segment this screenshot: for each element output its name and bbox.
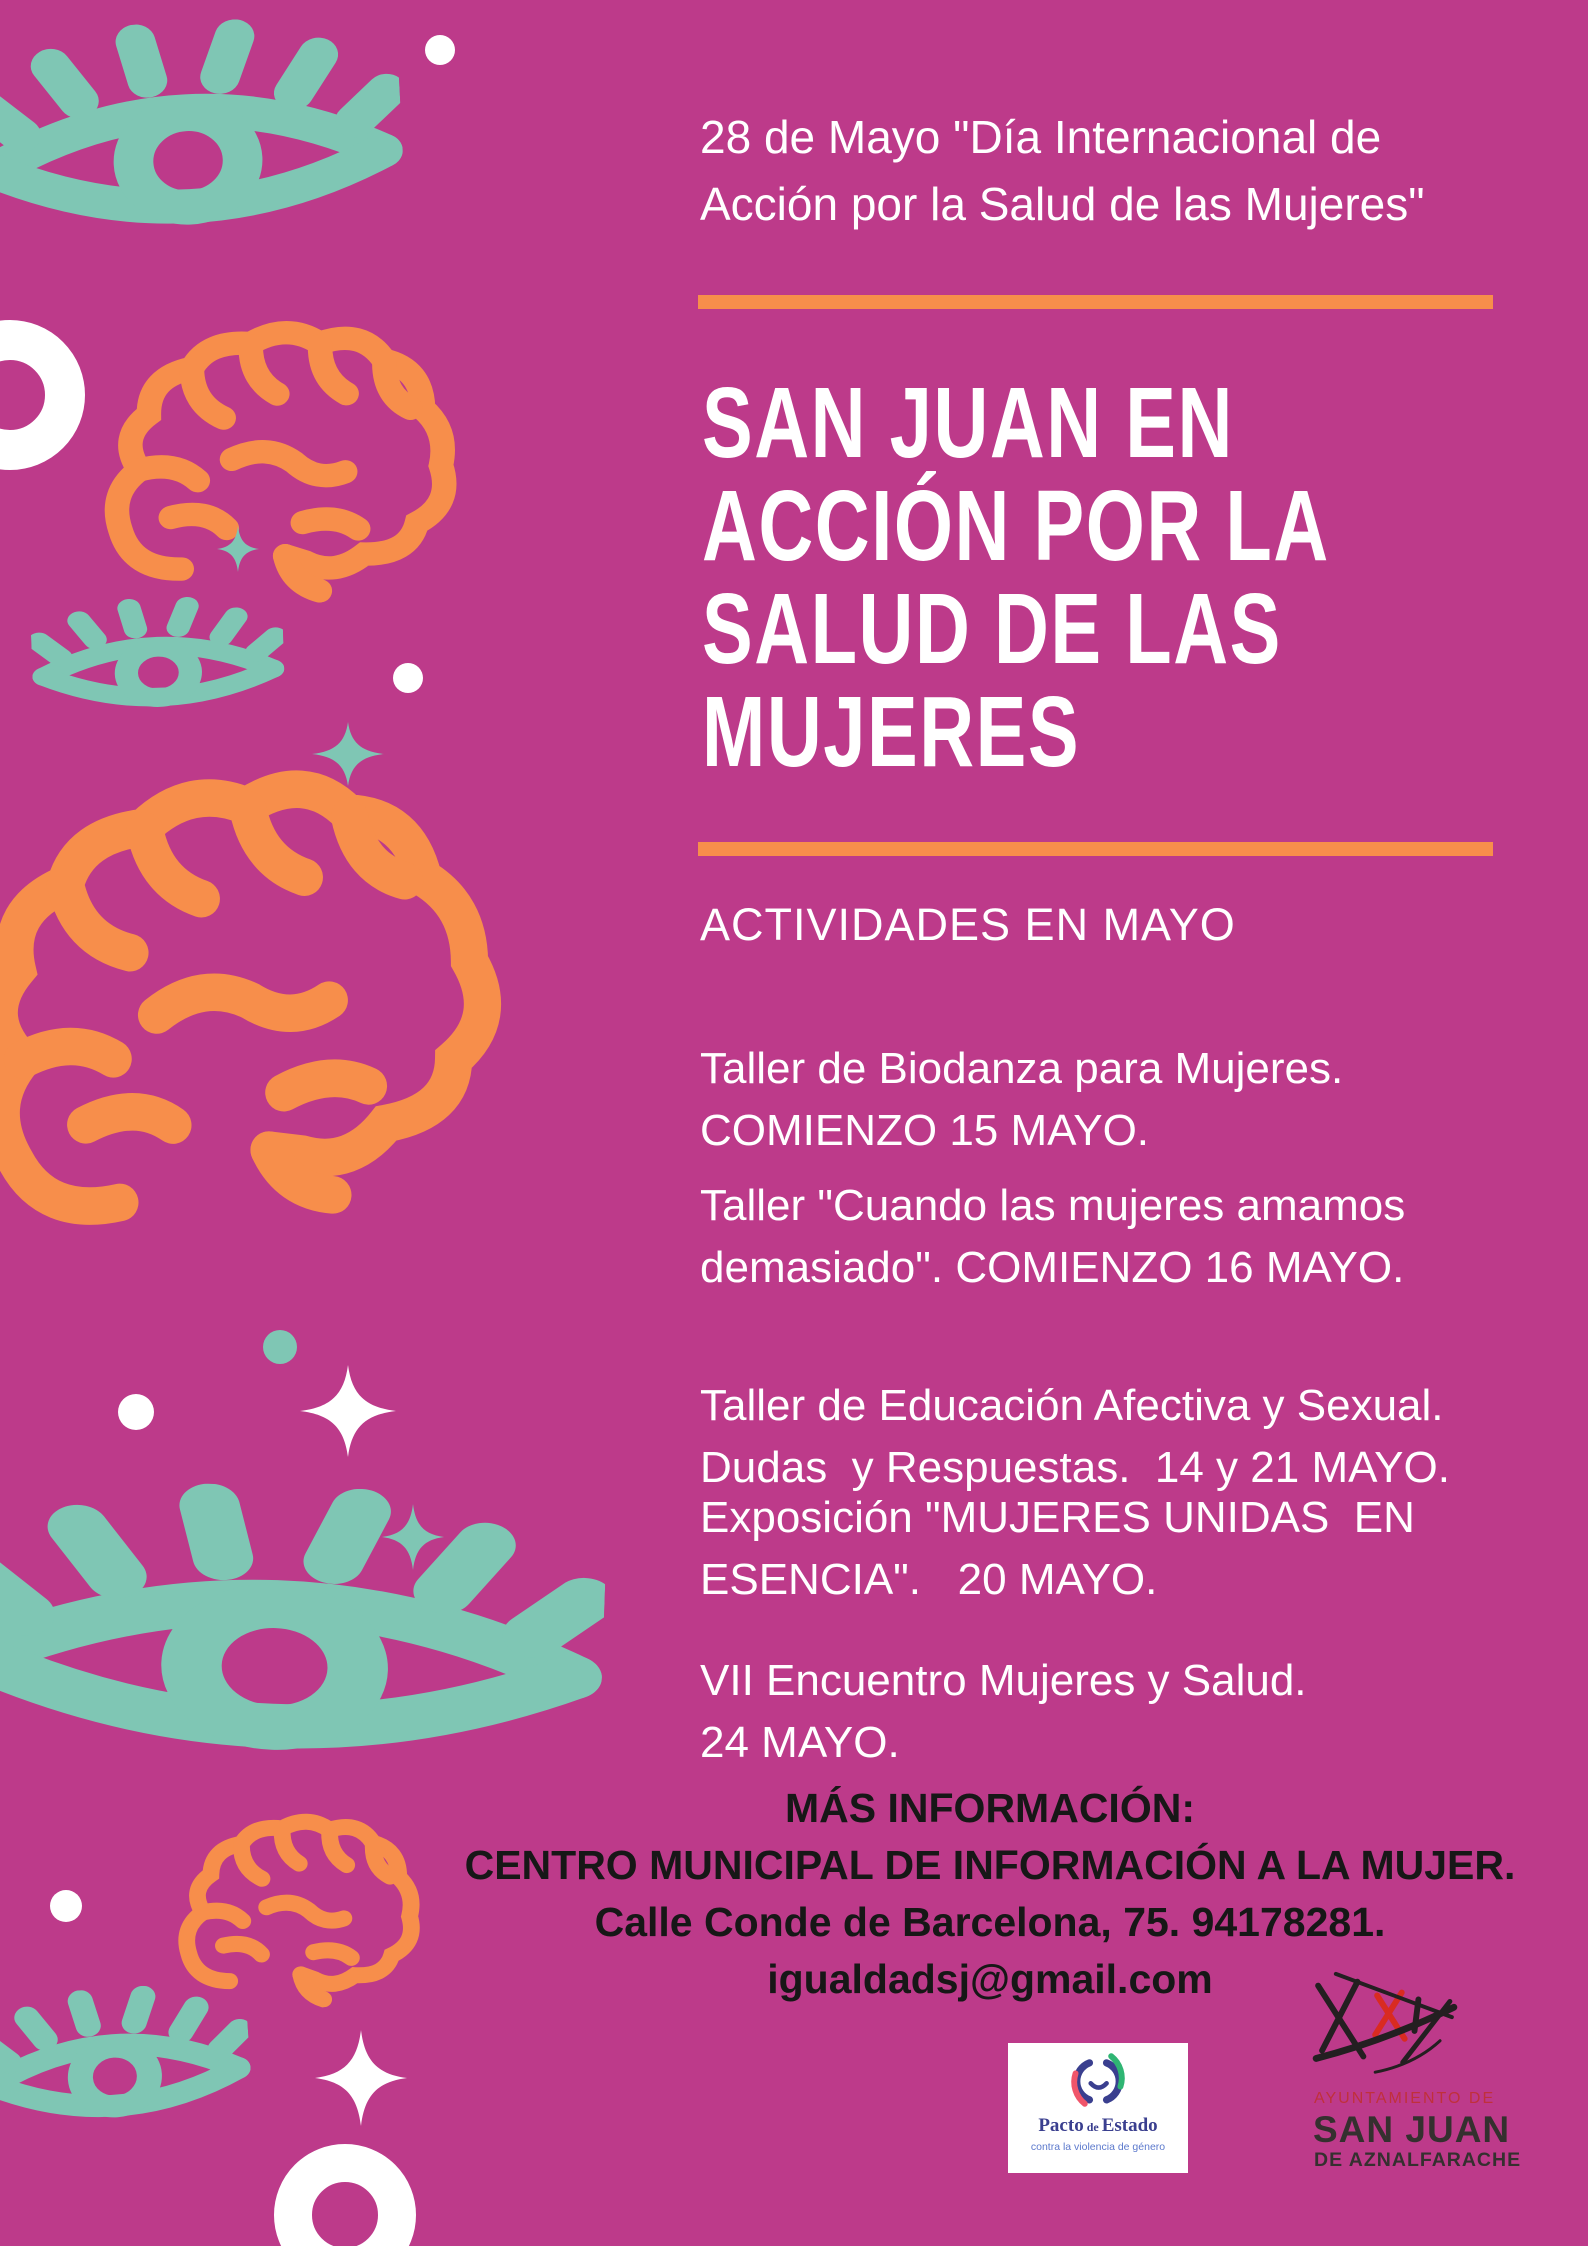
info-center-name: CENTRO MUNICIPAL DE INFORMACIÓN A LA MUJER.: [464, 1842, 1516, 1888]
activity-line: Taller de Biodanza para Mujeres.: [700, 1044, 1344, 1093]
eye-icon: [30, 594, 286, 731]
activity-line: 24 MAYO.: [700, 1718, 900, 1767]
info-email: igualdadsj@gmail.com: [767, 1956, 1213, 2002]
activity-line: Taller "Cuando las mujeres amamos: [700, 1181, 1406, 1230]
activity-item: [700, 1650, 1307, 1774]
info-address-phone: Calle Conde de Barcelona, 75. 94178281.: [594, 1899, 1386, 1945]
brain-icon: [0, 691, 560, 1324]
activities-heading: ACTIVIDADES EN MAYO: [700, 899, 1236, 950]
brain-icon: [69, 292, 474, 632]
header-line1: 28 de Mayo "Día Internacional de: [700, 111, 1382, 163]
dot-icon: [50, 1890, 82, 1922]
activity-item: [700, 1038, 1343, 1162]
ring-icon: [272, 2140, 418, 2246]
header-line2: Acción por la Salud de las Mujeres": [700, 178, 1425, 230]
info-heading: MÁS INFORMACIÓN:: [785, 1785, 1195, 1831]
eye-icon: [0, 1475, 608, 1808]
activity-item: [700, 1375, 1450, 1499]
sparkle-icon: [217, 526, 259, 572]
title-line3: SALUD DE LAS: [702, 573, 1282, 685]
sparkle-icon: [312, 722, 384, 786]
ring-icon: [0, 317, 88, 473]
eye-icon: [0, 11, 408, 271]
activity-line: demasiado". COMIENZO 16 MAYO.: [700, 1243, 1405, 1292]
divider-bottom: [698, 842, 1493, 856]
activity-item: [700, 1175, 1405, 1299]
dot-icon: [425, 35, 455, 65]
title-line2: ACCIÓN POR LA: [702, 470, 1330, 582]
activity-line: ESENCIA". 20 MAYO.: [700, 1555, 1158, 1604]
sparkle-icon: [315, 2030, 407, 2126]
activity-line: Exposición "MUJERES UNIDAS EN: [700, 1493, 1415, 1542]
page-title: [702, 367, 1528, 788]
divider-top: [698, 295, 1493, 309]
activity-line: Dudas y Respuestas. 14 y 21 MAYO.: [700, 1443, 1450, 1492]
ayuntamiento-subname: DE AZNALFARACHE: [1314, 2149, 1522, 2171]
dot-icon: [263, 1330, 297, 1364]
title-line4: MUJERES: [702, 676, 1081, 788]
sparkle-icon: [300, 1365, 396, 1457]
activity-line: VII Encuentro Mujeres y Salud.: [700, 1656, 1307, 1705]
pacto-title: Pacto de Estado: [1038, 2115, 1158, 2136]
dot-icon: [393, 663, 423, 693]
eye-icon: [0, 1979, 255, 2150]
pacto-circle-icon: [1065, 2047, 1131, 2113]
header: [700, 104, 1425, 238]
pacto-de-estado-logo: [1008, 2043, 1188, 2173]
ayuntamiento-line: AYUNTAMIENTO DE: [1314, 2090, 1496, 2107]
title-line1: SAN JUAN EN: [702, 367, 1234, 479]
xxi-sketch-icon: [1306, 1966, 1464, 2084]
dot-icon: [118, 1394, 154, 1430]
activity-line: Taller de Educación Afectiva y Sexual.: [700, 1381, 1444, 1430]
activity-item: [700, 1487, 1415, 1611]
ayuntamiento-name: SAN JUAN: [1313, 2109, 1511, 2150]
pacto-subtitle: contra la violencia de género: [1030, 2141, 1166, 2153]
sparkle-icon: [382, 1504, 444, 1570]
activity-line: COMIENZO 15 MAYO.: [700, 1106, 1150, 1155]
